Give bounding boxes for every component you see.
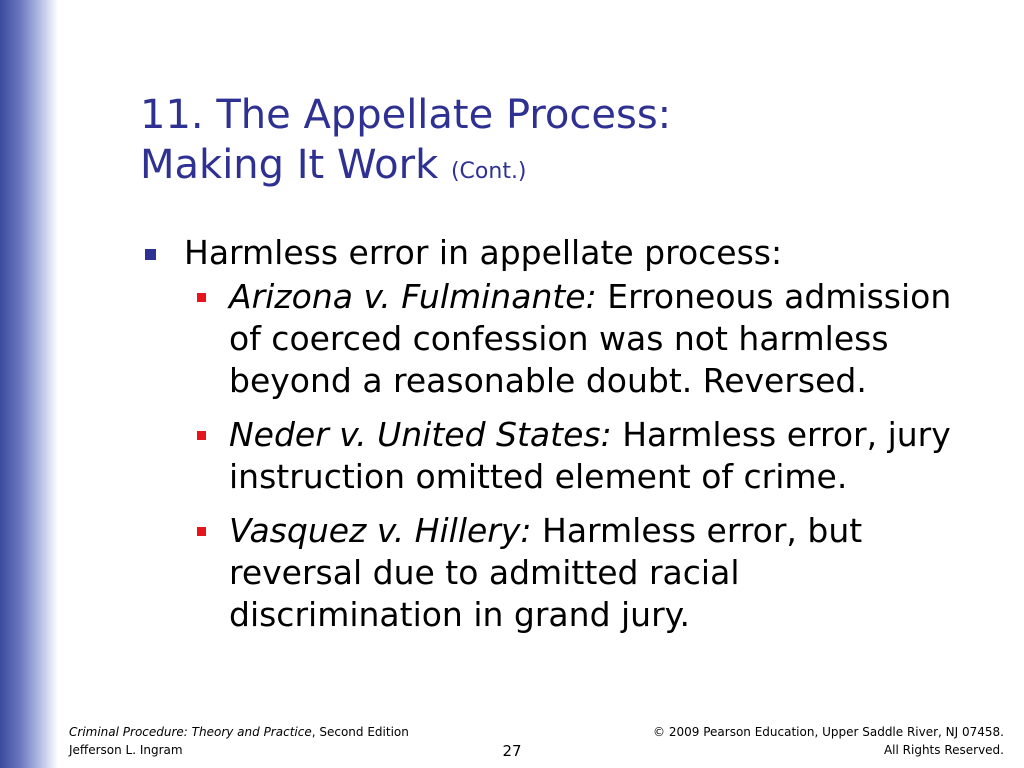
square-bullet-icon: [197, 431, 206, 440]
square-bullet-icon: [145, 249, 156, 260]
case-description: Erroneous admission of coerced confession was not harmless beyond a reasonable doubt. Reversed.: [229, 277, 952, 400]
square-bullet-icon: [197, 527, 206, 536]
case-text: [229, 276, 969, 402]
case-text: [229, 414, 969, 498]
case-item-fulminante: [195, 276, 1000, 402]
side-gradient-bar: [0, 0, 58, 768]
case-item-vasquez: [195, 510, 1000, 636]
footer-copyright-line: © 2009 Pearson Education, Upper Saddle River, NJ 07458.: [653, 725, 1004, 739]
case-text: [229, 510, 969, 636]
slide-title: [140, 90, 1000, 197]
case-list: [195, 276, 1000, 636]
case-name: Neder v. United States:: [229, 415, 612, 454]
case-name: Vasquez v. Hillery:: [229, 511, 532, 550]
case-description: Harmless error, jury instruction omitted element of crime.: [229, 415, 951, 496]
case-item-neder: [195, 414, 1000, 498]
footer-copyright: [653, 723, 1004, 759]
title-line-2: [140, 140, 1000, 197]
footer-edition: , Second Edition: [311, 725, 409, 739]
slide-content: [140, 232, 1000, 648]
footer-rights-line: All Rights Reserved.: [883, 743, 1004, 757]
main-bullet-text: Harmless error in appellate process:: [184, 233, 783, 272]
main-bullet-item: [140, 232, 1000, 274]
case-name: Arizona v. Fulminante:: [229, 277, 597, 316]
footer-book-title: Criminal Procedure: Theory and Practice: [69, 725, 312, 739]
square-bullet-icon: [197, 293, 206, 302]
title-line-1: 11. The Appellate Process:: [140, 92, 672, 138]
footer-author: Jefferson L. Ingram: [69, 743, 183, 757]
page-number: 27: [502, 742, 522, 760]
footer-book-info: [69, 723, 409, 759]
footer-book-line: [69, 723, 409, 741]
case-description: Harmless error, but reversal due to admitted racial discrimination in grand jury.: [229, 511, 863, 634]
title-cont-label: (Cont.): [450, 159, 527, 184]
title-line-2-text: Making It Work: [140, 142, 439, 188]
